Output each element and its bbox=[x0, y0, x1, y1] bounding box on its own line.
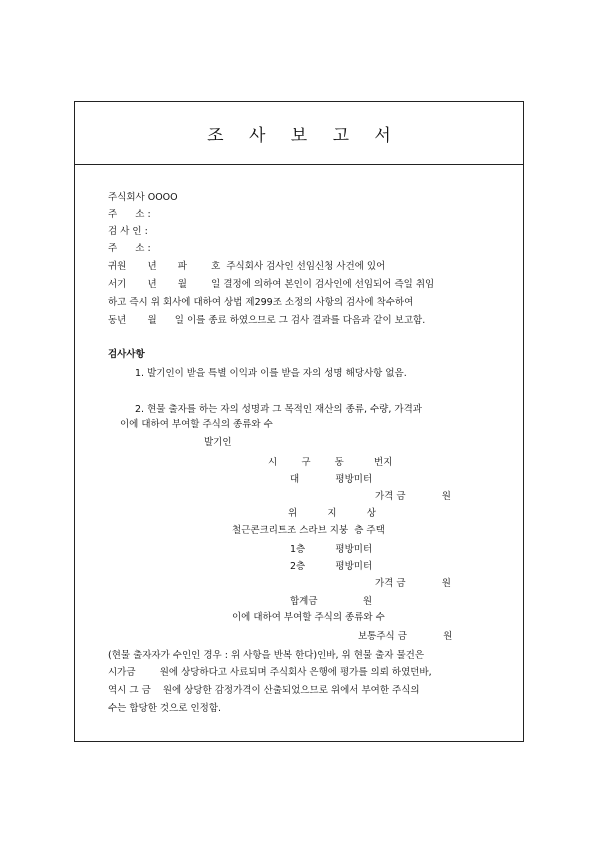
floor-2-area-line: 2층 평방미터 bbox=[290, 561, 373, 572]
building-price-line: 가격 금 원 bbox=[375, 578, 451, 589]
section-heading: 검사사항 bbox=[108, 349, 145, 360]
intro-line-3: 하고 즉시 위 회사에 대하여 상법 제299조 소정의 사항의 검사에 착수하여 bbox=[108, 297, 414, 308]
land-area-line: 대 평방미터 bbox=[290, 474, 373, 485]
common-shares-line: 보통주식 금 원 bbox=[358, 631, 453, 642]
title-area bbox=[75, 102, 523, 165]
intro-line-4: 동년 월 일 이를 종료 하였으므로 그 검사 결과를 다음과 같이 보고함. bbox=[108, 315, 426, 326]
inspector-line: 검 사 인 : bbox=[108, 226, 148, 237]
land-price-line: 가격 금 원 bbox=[375, 491, 451, 502]
property-location-line: 시 구 동 번지 bbox=[268, 457, 393, 468]
closing-line-3: 역시 그 금 원에 상당한 감정가격이 산출되었으므로 위에서 부여한 주식의 bbox=[108, 685, 420, 696]
shares-description-line: 이에 대하여 부여할 주식의 종류와 수 bbox=[232, 612, 385, 623]
closing-line-2: 시가금 원에 상당하다고 사료되며 주식회사 은행에 평가를 의뢰 하였던바, bbox=[108, 667, 432, 678]
closing-line-1: (현물 출자자가 수인인 경우 : 위 사항을 반복 한다)인바, 위 현물 출자 물건은 bbox=[108, 650, 425, 661]
closing-line-4: 수는 합당한 것으로 인정함. bbox=[108, 703, 222, 714]
address-line-2: 주 소 : bbox=[108, 243, 151, 254]
company-name-line: 주식회사 OOOO bbox=[108, 192, 178, 203]
building-location-line: 위 지 상 bbox=[288, 508, 376, 519]
total-amount-line: 합계금 원 bbox=[290, 596, 373, 607]
intro-line-2: 서기 년 월 일 결정에 의하여 본인이 검사인에 선임되어 즉일 취임 bbox=[108, 279, 435, 290]
floor-1-area-line: 1층 평방미터 bbox=[290, 544, 373, 555]
promoter-label: 발기인 bbox=[204, 437, 232, 448]
intro-line-1: 귀원 년 파 호 주식회사 검사인 선임신청 사건에 있어 bbox=[108, 261, 386, 272]
inspection-item-2-line-1: 2. 현물 출자를 하는 자의 성명과 그 목적인 재산의 종류, 수량, 가격과 bbox=[135, 404, 422, 415]
inspection-item-2-line-2: 이에 대하여 부여할 주식의 종류와 수 bbox=[120, 419, 273, 430]
building-structure-line: 철근콘크리트조 스라브 지붕 층 주택 bbox=[232, 525, 385, 536]
address-line-1: 주 소 : bbox=[108, 209, 151, 220]
document-title: 조 사 보 고 서 bbox=[207, 125, 401, 146]
inspection-item-1: 1. 발기인이 받을 특별 이익과 이를 받을 자의 성명 해당사항 없음. bbox=[135, 368, 407, 379]
